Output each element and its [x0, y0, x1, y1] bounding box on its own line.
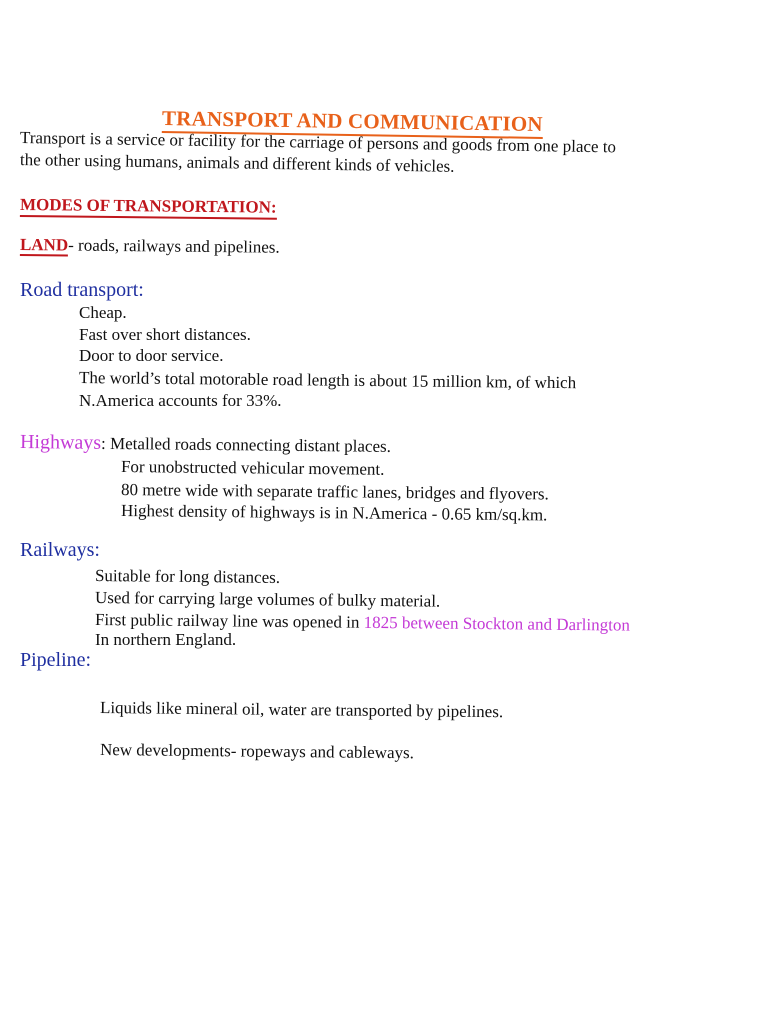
highways-first-line: : Metalled roads connecting distant places. — [101, 433, 392, 456]
highways-line-3: Highest density of highways is in N.America - 0.65 km/sq.km. — [120, 501, 548, 525]
land-line — [20, 235, 280, 258]
pipeline-line-2: New developments- ropeways and cableways. — [99, 740, 415, 763]
railways-heading: Railways: — [20, 539, 100, 561]
intro-line-2: the other using humans, animals and different kinds of vehicles. — [19, 150, 455, 176]
road-line-1: Cheap. — [79, 303, 127, 322]
railways-line-4: In northern England. — [95, 630, 237, 649]
railways-highlight: 1825 between Stockton and Darlington — [363, 612, 630, 635]
highways-line-2: 80 metre wide with separate traffic lanes, bridges and flyovers. — [120, 480, 549, 504]
railways-line-3-prefix: First public railway line was opened in — [94, 610, 364, 632]
land-label: LAND — [19, 235, 69, 255]
pipeline-heading: Pipeline: — [20, 649, 92, 671]
railways-line-2: Used for carrying large volumes of bulky material. — [94, 588, 441, 611]
road-line-2: Fast over short distances. — [79, 325, 251, 344]
road-line-3: Door to door service. — [79, 346, 224, 365]
document-title: TRANSPORT AND COMMUNICATION — [162, 106, 543, 139]
highways-heading: Highways — [19, 431, 102, 454]
highways-line-1: For unobstructed vehicular movement. — [120, 457, 385, 479]
road-line-5: N.America accounts for 33%. — [79, 391, 282, 410]
road-line-4: The world’s total motorable road length is about 15 million km, of which — [78, 368, 577, 393]
pipeline-line-1: Liquids like mineral oil, water are transported by pipelines. — [99, 698, 504, 722]
intro-line-1: Transport is a service or facility for the carriage of persons and goods from one place to — [19, 128, 617, 157]
land-text: - roads, railways and pipelines. — [68, 235, 280, 257]
highways-line — [20, 432, 391, 457]
railways-line-1: Suitable for long distances. — [94, 566, 281, 587]
road-transport-heading: Road transport: — [20, 279, 144, 301]
modes-heading: MODES OF TRANSPORTATION: — [20, 195, 277, 220]
